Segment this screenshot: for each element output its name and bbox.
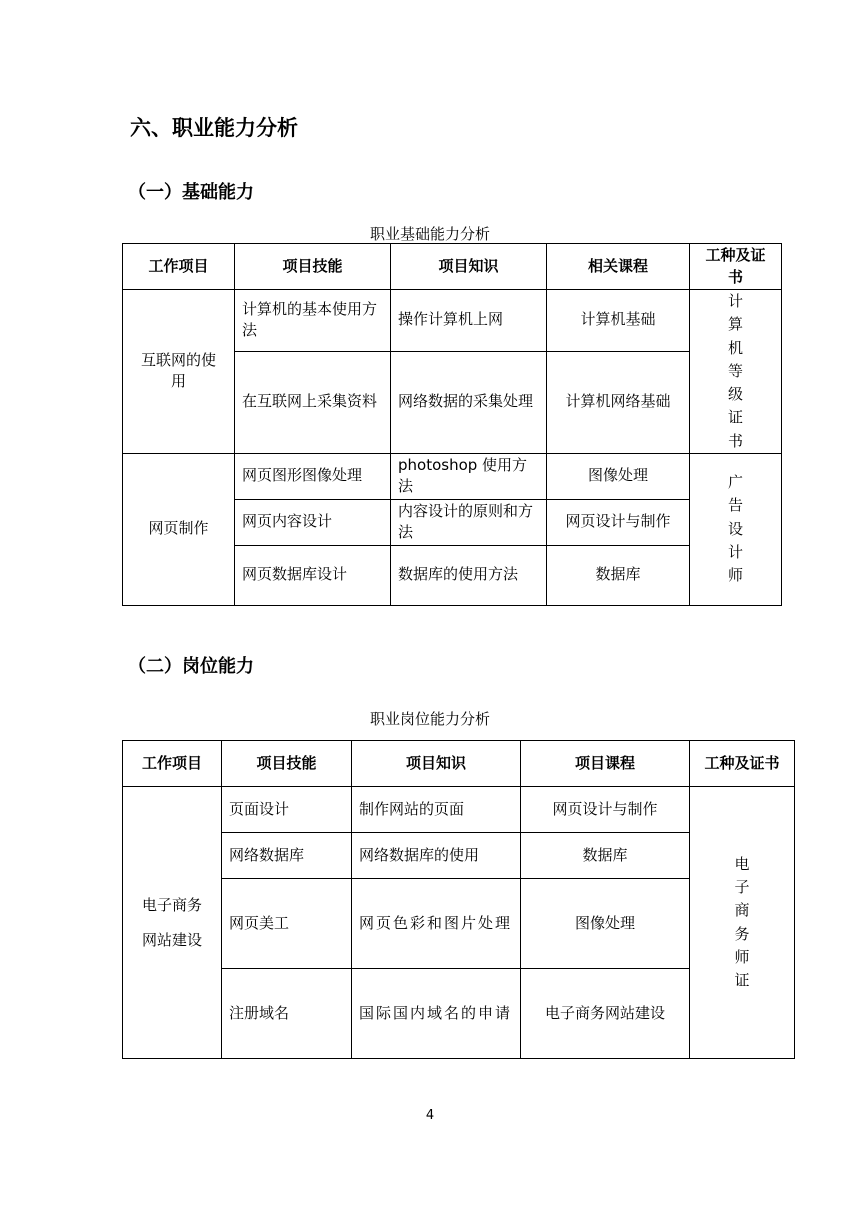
knowledge-cell: 操作计算机上网 xyxy=(391,290,547,352)
header-cell: 工种及证书 xyxy=(690,244,782,290)
certificate-text: 电子商务师证 xyxy=(734,854,750,989)
skill-cell: 页面设计 xyxy=(222,787,352,833)
knowledge-cell: 制作网站的页面 xyxy=(352,787,521,833)
certificate-cell xyxy=(690,453,782,605)
skill-cell: 网页内容设计 xyxy=(235,499,391,545)
knowledge-cell: 网络数据库的使用 xyxy=(352,833,521,879)
table-header-row xyxy=(123,741,795,787)
header-cell: 项目技能 xyxy=(235,244,391,290)
table-row xyxy=(123,787,795,833)
skill-cell: 在互联网上采集资料 xyxy=(235,351,391,453)
header-cell: 项目知识 xyxy=(391,244,547,290)
project-cell: 电子商务网站建设 xyxy=(123,787,222,1059)
header-cell: 项目知识 xyxy=(352,741,521,787)
course-cell: 数据库 xyxy=(521,833,690,879)
knowledge-cell: 国际国内域名的申请 xyxy=(352,969,521,1059)
skill-cell: 网页图形图像处理 xyxy=(235,453,391,499)
knowledge-cell: 网页色彩和图片处理 xyxy=(352,879,521,969)
table-header-row xyxy=(123,244,782,290)
certificate-cell xyxy=(690,787,795,1059)
basic-table-caption: 职业基础能力分析 xyxy=(369,225,490,243)
skill-cell: 注册域名 xyxy=(222,969,352,1059)
skill-cell: 计算机的基本使用方法 xyxy=(235,290,391,352)
knowledge-cell: 数据库的使用方法 xyxy=(391,545,547,605)
header-cell: 项目技能 xyxy=(222,741,352,787)
knowledge-cell: 内容设计的原则和方法 xyxy=(391,499,547,545)
header-cell: 项目课程 xyxy=(521,741,690,787)
page-number: 4 xyxy=(425,1108,435,1123)
skill-cell: 网络数据库 xyxy=(222,833,352,879)
header-cell: 工种及证书 xyxy=(690,741,795,787)
course-cell: 电子商务网站建设 xyxy=(521,969,690,1059)
knowledge-cell: 网络数据的采集处理 xyxy=(391,351,547,453)
course-cell: 计算机网络基础 xyxy=(547,351,690,453)
header-cell: 相关课程 xyxy=(547,244,690,290)
table-row xyxy=(123,453,782,499)
certificate-cell xyxy=(690,290,782,454)
post-ability-table xyxy=(122,740,795,1059)
certificate-text: 计算机等级证书 xyxy=(728,292,744,450)
header-cell: 工作项目 xyxy=(123,244,235,290)
project-cell: 网页制作 xyxy=(123,453,235,605)
course-cell: 计算机基础 xyxy=(547,290,690,352)
header-cell: 工作项目 xyxy=(123,741,222,787)
course-cell: 图像处理 xyxy=(521,879,690,969)
course-cell: 图像处理 xyxy=(547,453,690,499)
course-cell: 数据库 xyxy=(547,545,690,605)
basic-ability-table xyxy=(122,243,782,606)
table-row xyxy=(123,290,782,352)
post-ability-heading: （二）岗位能力 xyxy=(128,656,254,677)
knowledge-cell: photoshop 使用方法 xyxy=(391,453,547,499)
basic-ability-heading: （一）基础能力 xyxy=(128,182,254,203)
skill-cell: 网页美工 xyxy=(222,879,352,969)
project-cell: 互联网的使用 xyxy=(123,290,235,454)
post-table-caption: 职业岗位能力分析 xyxy=(369,710,490,728)
course-cell: 网页设计与制作 xyxy=(547,499,690,545)
course-cell: 网页设计与制作 xyxy=(521,787,690,833)
certificate-text: 广告设计师 xyxy=(728,473,744,585)
section-title: 六、职业能力分析 xyxy=(130,116,298,140)
skill-cell: 网页数据库设计 xyxy=(235,545,391,605)
